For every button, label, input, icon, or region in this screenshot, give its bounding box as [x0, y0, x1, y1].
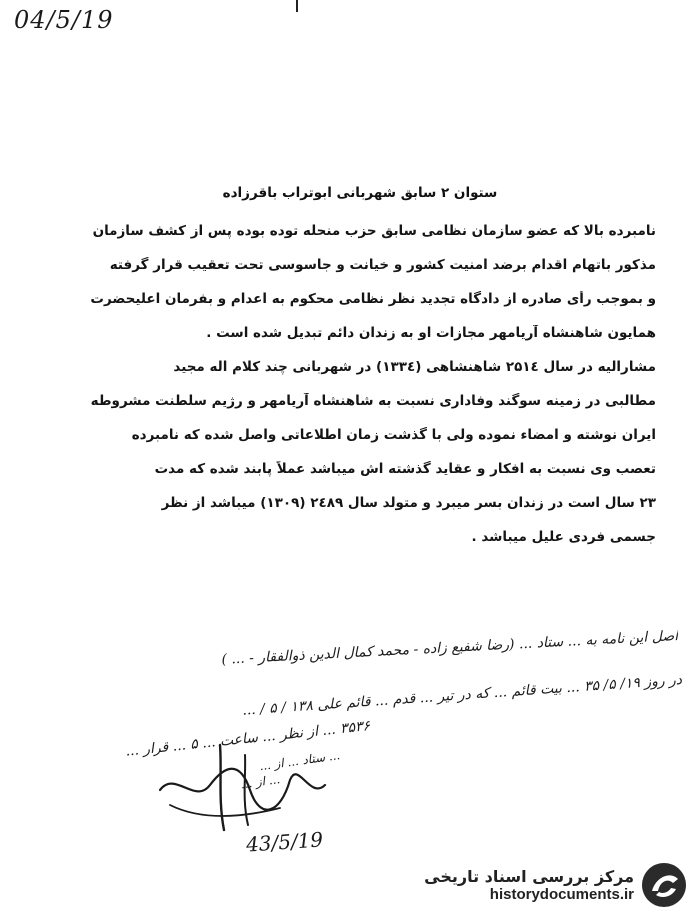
- handwritten-note-line: ۳۵۳۶ ... از نظر ... ساعت ... ۵ ... قرار ...: [124, 718, 371, 760]
- body-line: ایران نوشته و امضاء نموده ولی با گذشت زمان اطلاعاتی واصل شده که نامبرده: [131, 427, 656, 443]
- body-line: مذکور باتهام اقدام برضد امنیت کشور و خیانت و جاسوسی تحت تعقیب قرار گرفته: [109, 257, 656, 273]
- watermark-name: مرکز بررسی اسناد تاریخی: [424, 867, 634, 886]
- body-line: مشارالیه در سال ۲۵۱٤ شاهنشاهی (۱۳۳٤) در شهربانی چند کلام اله مجید: [173, 359, 656, 375]
- watermark-url: historydocuments.ir: [489, 886, 634, 903]
- handwritten-note-line: در روز ۱۹/ ۵/ ۳۵ ... بیت قائم ... که در تیر ... قدم ... قائم علی ۱۳۸ / ۵ / ...: [241, 672, 683, 719]
- archive-logo-icon: [640, 861, 688, 909]
- body-line: ۲۳ سال است در زندان بسر میبرد و متولد سال ۲٤۸۹ (۱۳۰۹) میباشد از نظر: [161, 495, 656, 511]
- body-line: همایون شاهنشاه آریامهر مجازات او به زندان دائم تبدیل شده است .: [206, 325, 656, 341]
- corner-date-stamp: 04/5/19: [14, 6, 114, 34]
- body-line: نامبرده بالا که عضو سازمان نظامی سابق حزب منحله توده بوده پس از کشف سازمان: [92, 223, 656, 239]
- body-line: مطالبی در زمینه سوگند وفاداری نسبت به شاهنشاه آریامهر و رژیم سلطنت مشروطه: [90, 393, 656, 409]
- handwritten-note-line: ... از ...: [239, 772, 281, 792]
- handwritten-note-line: اصل این نامه به ... ستاد ... (رضا شفیع زاده - محمد کمال الدین ذوالفقار - ... ): [221, 628, 679, 668]
- top-edge-mark: [296, 0, 298, 12]
- handwritten-note-line: ... ستاد ... از ...: [258, 748, 341, 774]
- body-line: تعصب وی نسبت به افکار و عقاید گذشته اش میباشد عملاً پابند شده که مدت: [154, 461, 656, 477]
- archive-watermark: [418, 859, 688, 911]
- document-title: ستوان ۲ سابق شهربانی ابوتراب باقرزاده: [222, 185, 498, 201]
- body-line: و بموجب رأی صادره از دادگاه تجدید نظر نظامی محکوم به اعدام و بفرمان اعلیحضرت: [90, 291, 656, 307]
- signature-date: 43/5/19: [245, 827, 324, 857]
- handwritten-signature: [150, 730, 350, 840]
- body-line: جسمی فردی علیل میباشد .: [471, 529, 656, 545]
